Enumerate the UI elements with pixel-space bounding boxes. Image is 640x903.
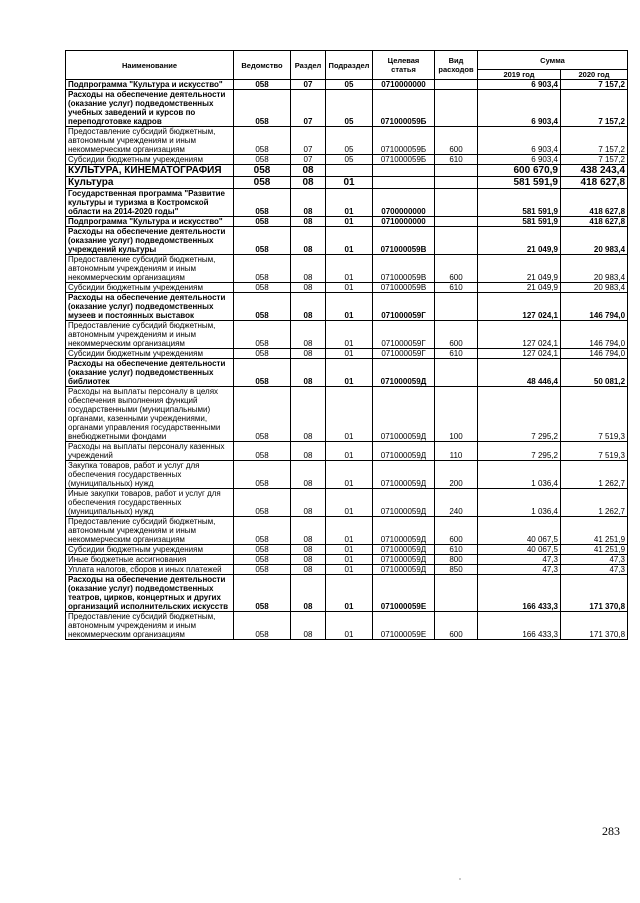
row-target: 071000059Б [373,90,435,127]
row-podrazdel: 01 [326,545,373,555]
row-vedomstvo: 058 [234,517,291,545]
row-sum-2020: 41 251,9 [561,517,628,545]
row-sum-2020: 418 627,8 [561,217,628,227]
row-sum-2020: 171 370,8 [561,612,628,640]
row-sum-2020: 418 627,8 [561,177,628,189]
row-vid [435,90,478,127]
row-target [373,177,435,189]
row-podrazdel: 01 [326,555,373,565]
row-sum-2019: 47,3 [478,565,561,575]
table-row [66,545,628,555]
row-vid: 200 [435,461,478,489]
table-row [66,575,628,612]
budget-table [65,50,628,640]
table-row [66,517,628,545]
row-vedomstvo: 058 [234,177,291,189]
table-row [66,349,628,359]
row-name: Культура [66,177,234,189]
row-name: Расходы на обеспечение деятельности (оказание услуг) подведомственных библиотек [66,359,234,387]
row-vid: 610 [435,283,478,293]
row-vedomstvo: 058 [234,461,291,489]
row-podrazdel: 01 [326,227,373,255]
row-sum-2019: 7 295,2 [478,387,561,442]
row-target: 071000059Е [373,575,435,612]
row-sum-2019: 7 295,2 [478,442,561,461]
row-sum-2019: 6 903,4 [478,127,561,155]
row-vedomstvo: 058 [234,80,291,90]
row-target: 071000059Г [373,349,435,359]
row-sum-2019: 47,3 [478,555,561,565]
row-razdel: 08 [291,545,326,555]
row-sum-2020: 7 157,2 [561,127,628,155]
row-name: Предоставление субсидий бюджетным, автономным учреждениям и иным некоммерческим организациям [66,321,234,349]
row-vedomstvo: 058 [234,359,291,387]
row-sum-2019: 127 024,1 [478,349,561,359]
row-razdel: 08 [291,255,326,283]
row-sum-2019: 40 067,5 [478,517,561,545]
row-razdel: 08 [291,283,326,293]
row-sum-2020: 438 243,4 [561,165,628,177]
row-name: Субсидии бюджетным учреждениям [66,155,234,165]
row-name: Предоставление субсидий бюджетным, автономным учреждениям и иным некоммерческим организациям [66,517,234,545]
table-row [66,565,628,575]
row-sum-2019: 21 049,9 [478,227,561,255]
row-podrazdel: 05 [326,90,373,127]
row-vid [435,359,478,387]
row-name: Субсидии бюджетным учреждениям [66,349,234,359]
row-name: Уплата налогов, сборов и иных платежей [66,565,234,575]
row-vedomstvo: 058 [234,293,291,321]
row-sum-2020: 1 262,7 [561,461,628,489]
table-body [66,80,628,640]
row-sum-2020: 20 983,4 [561,227,628,255]
row-razdel: 08 [291,189,326,217]
table-row [66,387,628,442]
row-vid [435,165,478,177]
row-razdel: 08 [291,612,326,640]
row-podrazdel: 01 [326,177,373,189]
row-sum-2020: 7 157,2 [561,90,628,127]
row-sum-2020: 20 983,4 [561,255,628,283]
row-vedomstvo: 058 [234,165,291,177]
row-vid: 610 [435,545,478,555]
row-razdel: 08 [291,227,326,255]
row-podrazdel: 01 [326,321,373,349]
row-target: 071000059Д [373,461,435,489]
row-vedomstvo: 058 [234,283,291,293]
header-year-2020: 2020 год [561,70,628,80]
row-vedomstvo: 058 [234,349,291,359]
row-razdel: 08 [291,217,326,227]
header-podrazdel: Подраздел [326,51,373,80]
row-target: 071000059В [373,255,435,283]
row-target: 071000059Г [373,321,435,349]
table-row [66,293,628,321]
row-sum-2020: 7 157,2 [561,80,628,90]
row-sum-2019: 48 446,4 [478,359,561,387]
header-target: Целевая статья [373,51,435,80]
row-podrazdel: 01 [326,612,373,640]
table-row [66,461,628,489]
row-vedomstvo: 058 [234,90,291,127]
row-sum-2019: 600 670,9 [478,165,561,177]
row-razdel: 08 [291,165,326,177]
row-sum-2019: 6 903,4 [478,80,561,90]
row-vid [435,227,478,255]
row-vid: 610 [435,155,478,165]
row-vedomstvo: 058 [234,255,291,283]
row-name: Иные бюджетные ассигнования [66,555,234,565]
row-target: 071000059В [373,283,435,293]
table-row [66,255,628,283]
header-summa: Сумма [478,51,628,70]
row-podrazdel [326,165,373,177]
row-vid: 600 [435,517,478,545]
row-name: Субсидии бюджетным учреждениям [66,545,234,555]
row-target: 071000059Д [373,387,435,442]
row-name: Предоставление субсидий бюджетным, автономным учреждениям и иным некоммерческим организациям [66,255,234,283]
row-vid [435,293,478,321]
row-name: Предоставление субсидий бюджетным, автономным учреждениям и иным некоммерческим организациям [66,127,234,155]
row-vedomstvo: 058 [234,442,291,461]
row-razdel: 08 [291,517,326,545]
row-sum-2019: 6 903,4 [478,90,561,127]
row-target: 071000059Д [373,359,435,387]
row-vedomstvo: 058 [234,555,291,565]
row-razdel: 08 [291,321,326,349]
table-row [66,555,628,565]
row-vid: 600 [435,321,478,349]
row-target: 0710000000 [373,80,435,90]
row-target: 071000059Д [373,555,435,565]
row-target: 071000059Г [373,293,435,321]
row-vedomstvo: 058 [234,575,291,612]
row-sum-2020: 7 157,2 [561,155,628,165]
row-razdel: 07 [291,127,326,155]
row-sum-2020: 418 627,8 [561,189,628,217]
row-sum-2020: 146 794,0 [561,293,628,321]
row-razdel: 08 [291,489,326,517]
row-sum-2019: 581 591,9 [478,177,561,189]
row-razdel: 08 [291,387,326,442]
row-podrazdel: 01 [326,349,373,359]
row-sum-2019: 581 591,9 [478,217,561,227]
row-sum-2019: 166 433,3 [478,575,561,612]
row-vedomstvo: 058 [234,217,291,227]
row-name: Подпрограмма "Культура и искусство" [66,217,234,227]
row-vedomstvo: 058 [234,189,291,217]
table-row [66,80,628,90]
table-row [66,177,628,189]
table-row [66,442,628,461]
row-vid [435,177,478,189]
row-name: Расходы на выплаты персоналу казенных учреждений [66,442,234,461]
row-sum-2020: 20 983,4 [561,283,628,293]
table-row [66,321,628,349]
row-vid: 240 [435,489,478,517]
header-year-2019: 2019 год [478,70,561,80]
row-name: Предоставление субсидий бюджетным, автономным учреждениям и иным некоммерческим организациям [66,612,234,640]
row-sum-2020: 7 519,3 [561,442,628,461]
header-vid: Вид расходов [435,51,478,80]
row-razdel: 08 [291,293,326,321]
header-razdel: Раздел [291,51,326,80]
row-razdel: 08 [291,349,326,359]
row-vid [435,189,478,217]
table-row [66,359,628,387]
row-razdel: 07 [291,155,326,165]
row-podrazdel: 01 [326,283,373,293]
row-sum-2019: 40 067,5 [478,545,561,555]
row-vid [435,80,478,90]
header-name: Наименование [66,51,234,80]
row-sum-2020: 41 251,9 [561,545,628,555]
scan-speck [459,878,461,880]
row-vid: 600 [435,612,478,640]
row-podrazdel: 01 [326,489,373,517]
row-vid: 800 [435,555,478,565]
row-name: Закупка товаров, работ и услуг для обеспечения государственных (муниципальных) нужд [66,461,234,489]
row-target: 071000059Б [373,155,435,165]
row-podrazdel: 05 [326,80,373,90]
table-row [66,127,628,155]
row-vedomstvo: 058 [234,489,291,517]
row-vid [435,575,478,612]
row-razdel: 08 [291,555,326,565]
row-podrazdel: 01 [326,255,373,283]
row-name: Расходы на обеспечение деятельности (оказание услуг) подведомственных учебных заведений и курсов по переподготовке кадров [66,90,234,127]
row-target: 071000059Б [373,127,435,155]
row-sum-2019: 166 433,3 [478,612,561,640]
row-target: 071000059Д [373,565,435,575]
row-podrazdel: 05 [326,127,373,155]
row-vedomstvo: 058 [234,612,291,640]
row-target: 071000059Д [373,517,435,545]
row-sum-2019: 127 024,1 [478,293,561,321]
row-podrazdel: 01 [326,442,373,461]
table-row [66,165,628,177]
row-sum-2020: 7 519,3 [561,387,628,442]
row-sum-2020: 50 081,2 [561,359,628,387]
row-razdel: 07 [291,80,326,90]
row-vedomstvo: 058 [234,155,291,165]
row-vid: 850 [435,565,478,575]
row-vid: 100 [435,387,478,442]
row-podrazdel: 01 [326,565,373,575]
header-vedomstvo: Ведомство [234,51,291,80]
row-target [373,165,435,177]
row-name: Расходы на обеспечение деятельности (оказание услуг) подведомственных театров, цирков, концертных и других организаций исполнительских искусств [66,575,234,612]
row-podrazdel: 01 [326,293,373,321]
row-podrazdel: 01 [326,217,373,227]
row-vid: 600 [435,255,478,283]
row-vid: 110 [435,442,478,461]
table-row [66,489,628,517]
table-row [66,227,628,255]
row-podrazdel: 05 [326,155,373,165]
row-name: Субсидии бюджетным учреждениям [66,283,234,293]
row-podrazdel: 01 [326,517,373,545]
row-target: 0700000000 [373,189,435,217]
row-name: Подпрограмма "Культура и искусство" [66,80,234,90]
row-name: Расходы на выплаты персоналу в целях обеспечения выполнения функций государственными (муниципальными) органами, казенными учреждениями, органами управления государственными внебюджетными фондами [66,387,234,442]
row-razdel: 08 [291,177,326,189]
row-sum-2020: 171 370,8 [561,575,628,612]
row-razdel: 07 [291,90,326,127]
row-sum-2019: 6 903,4 [478,155,561,165]
row-vedomstvo: 058 [234,387,291,442]
row-sum-2020: 47,3 [561,555,628,565]
row-sum-2020: 47,3 [561,565,628,575]
row-vid [435,217,478,227]
row-target: 071000059Е [373,612,435,640]
row-sum-2020: 146 794,0 [561,349,628,359]
row-razdel: 08 [291,575,326,612]
row-podrazdel: 01 [326,387,373,442]
table-row [66,217,628,227]
row-vid: 610 [435,349,478,359]
table-row [66,283,628,293]
row-sum-2019: 1 036,4 [478,489,561,517]
row-vedomstvo: 058 [234,321,291,349]
row-razdel: 08 [291,442,326,461]
row-sum-2019: 21 049,9 [478,283,561,293]
row-name: Расходы на обеспечение деятельности (оказание услуг) подведомственных музеев и постоянных выставок [66,293,234,321]
row-sum-2019: 1 036,4 [478,461,561,489]
row-name: Иные закупки товаров, работ и услуг для обеспечения государственных (муниципальных) нужд [66,489,234,517]
row-vedomstvo: 058 [234,545,291,555]
row-target: 071000059Д [373,545,435,555]
row-name: Государственная программа "Развитие культуры и туризма в Костромской области на 2014-2020 годы" [66,189,234,217]
table-row [66,155,628,165]
row-name: КУЛЬТУРА, КИНЕМАТОГРАФИЯ [66,165,234,177]
row-vedomstvo: 058 [234,565,291,575]
table-row [66,612,628,640]
row-vedomstvo: 058 [234,227,291,255]
row-razdel: 08 [291,565,326,575]
row-razdel: 08 [291,359,326,387]
row-vedomstvo: 058 [234,127,291,155]
table-row [66,189,628,217]
row-sum-2020: 1 262,7 [561,489,628,517]
row-razdel: 08 [291,461,326,489]
row-sum-2019: 127 024,1 [478,321,561,349]
row-name: Расходы на обеспечение деятельности (оказание услуг) подведомственных учреждений культуры [66,227,234,255]
row-podrazdel: 01 [326,575,373,612]
row-target: 071000059В [373,227,435,255]
row-sum-2019: 581 591,9 [478,189,561,217]
row-vid: 600 [435,127,478,155]
page-number: 283 [602,824,620,838]
row-podrazdel: 01 [326,359,373,387]
row-podrazdel: 01 [326,461,373,489]
row-target: 071000059Д [373,442,435,461]
row-sum-2019: 21 049,9 [478,255,561,283]
row-target: 0710000000 [373,217,435,227]
row-sum-2020: 146 794,0 [561,321,628,349]
row-target: 071000059Д [373,489,435,517]
table-row [66,90,628,127]
row-podrazdel: 01 [326,189,373,217]
